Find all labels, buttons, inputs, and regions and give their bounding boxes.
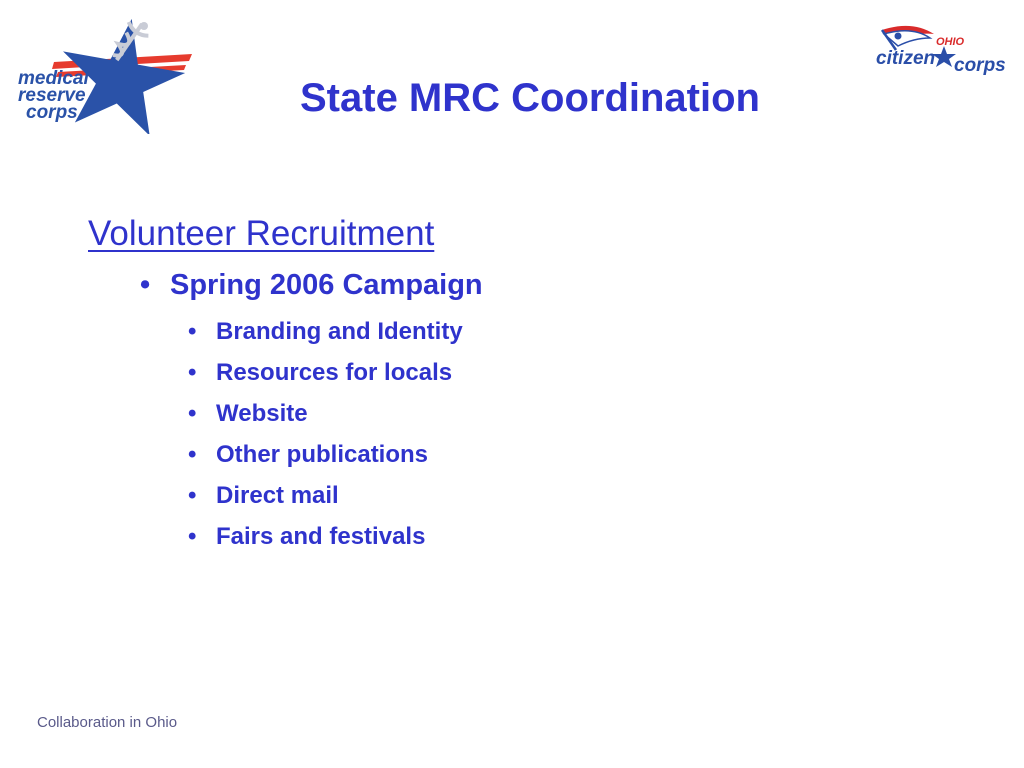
list-item: [188, 314, 463, 355]
mrc-logo-line-1: medical: [18, 68, 89, 89]
sub-bullet-text: Website: [216, 400, 308, 427]
ohio-citizen-corps-logo: [872, 18, 1012, 82]
citizen-word: citizen: [876, 48, 936, 69]
mrc-logo-line-2: reserve: [18, 85, 86, 106]
medical-reserve-corps-logo: [14, 14, 194, 134]
list-item: [188, 355, 463, 396]
sub-bullet-text: Branding and Identity: [216, 318, 463, 345]
bullet-dot-icon: •: [188, 359, 197, 386]
slide-title: State MRC Coordination: [300, 76, 760, 120]
slide-footer: Collaboration in Ohio: [37, 714, 178, 731]
sub-bullet-text: Other publications: [216, 441, 429, 468]
sub-bullet-text: Direct mail: [216, 482, 339, 509]
bullet-dot-icon: •: [188, 523, 197, 550]
sub-bullet-text: Resources for locals: [216, 359, 453, 386]
list-item: [188, 519, 463, 560]
list-item: [188, 437, 463, 478]
bullet-dot-icon: •: [188, 441, 197, 468]
bullet-dot-icon: •: [188, 318, 197, 345]
list-item: [188, 396, 463, 437]
main-bullet: [140, 268, 483, 303]
ohio-label: OHIO: [936, 36, 965, 48]
main-bullet-text: Spring 2006 Campaign: [170, 269, 483, 301]
mrc-logo-line-3: corps: [26, 102, 78, 123]
section-heading: Volunteer Recruitment: [88, 214, 435, 253]
corps-word: corps: [954, 55, 1006, 76]
sub-bullet-list: [188, 314, 463, 560]
bullet-dot-icon: •: [188, 400, 197, 427]
sub-bullet-text: Fairs and festivals: [216, 523, 426, 550]
bullet-dot-icon: •: [140, 269, 151, 301]
list-item: [188, 478, 463, 519]
bullet-dot-icon: •: [188, 482, 197, 509]
